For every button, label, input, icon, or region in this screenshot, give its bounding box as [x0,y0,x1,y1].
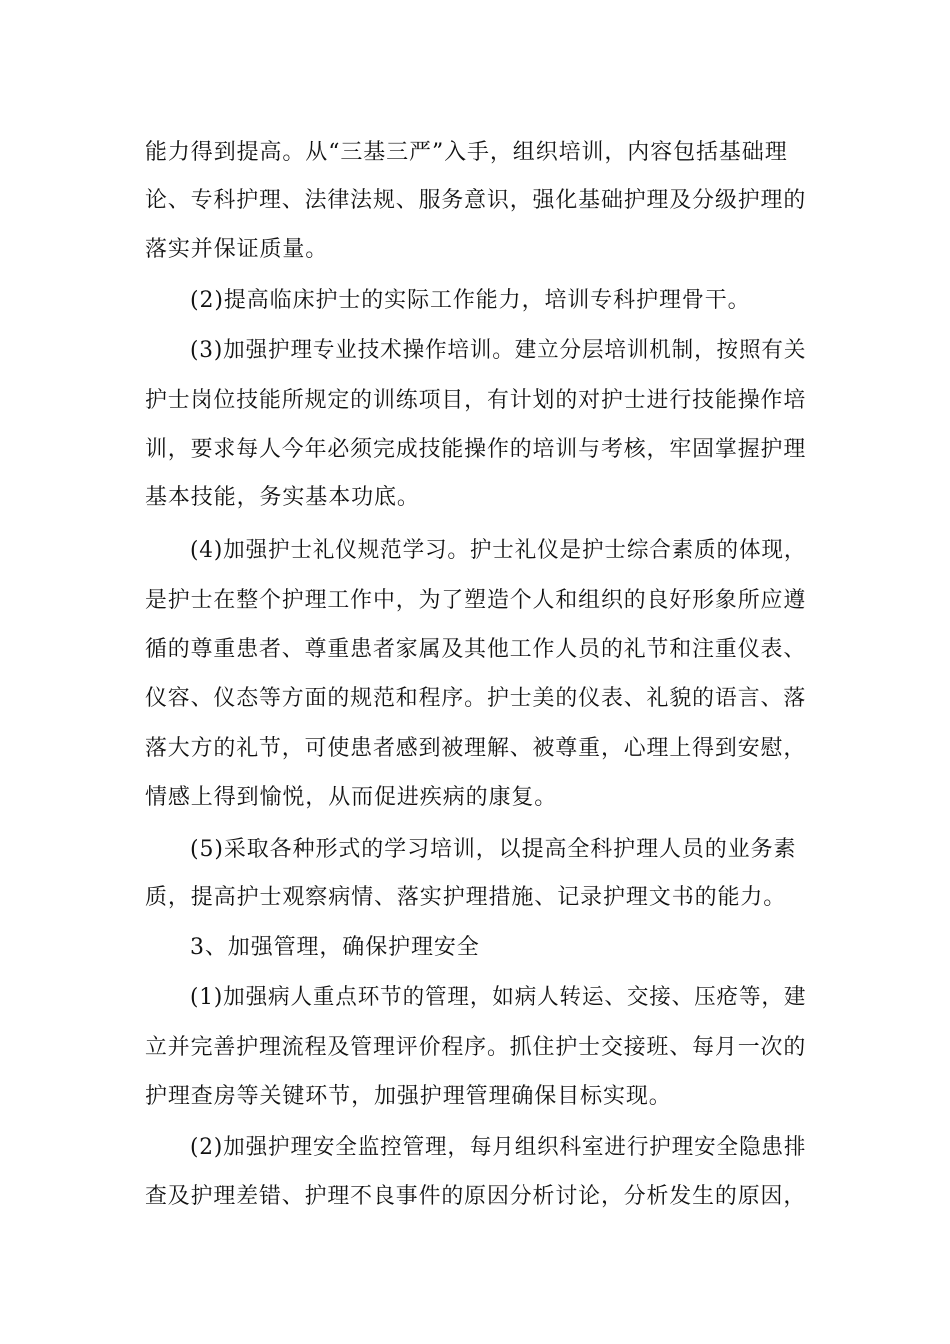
text-line: 护理查房等关键环节，加强护理管理确保目标实现。 [145,1084,672,1109]
text-line: 查及护理差错、护理不良事件的原因分析讨论，分析发生的原因， [145,1184,807,1209]
text-line: 仪容、仪态等方面的规范和程序。护士美的仪表、礼貌的语言、落 [145,686,807,711]
text-line: (5)采取各种形式的学习培训，以提高全科护理人员的业务素 [190,837,797,862]
text-line: 落实并保证质量。 [145,237,329,262]
text-line: 是护士在整个护理工作中，为了塑造个人和组织的良好形象所应遵 [145,588,807,613]
text-line: 情感上得到愉悦，从而促进疾病的康复。 [145,785,558,810]
text-line: (3)加强护理专业技术操作培训。建立分层培训机制，按照有关 [190,338,807,363]
text-line: (2)提高临床护士的实际工作能力，培训专科护理骨干。 [190,288,751,313]
text-line: 立并完善护理流程及管理评价程序。抓住护士交接班、每月一次的 [145,1035,807,1060]
text-line: 护士岗位技能所规定的训练项目，有计划的对护士进行技能操作培 [145,388,807,413]
text-line: 论、专科护理、法律法规、服务意识，强化基础护理及分级护理的 [145,188,807,213]
text-line: (2)加强护理安全监控管理，每月组织科室进行护理安全隐患排 [190,1135,807,1160]
text-line: 质，提高护士观察病情、落实护理措施、记录护理文书的能力。 [145,885,787,910]
text-line: (1)加强病人重点环节的管理，如病人转运、交接、压疮等，建 [190,985,807,1010]
text-line: (4)加强护士礼仪规范学习。护士礼仪是护士综合素质的体现， [190,538,807,563]
text-line: 落大方的礼节，可使患者感到被理解、被尊重，心理上得到安慰， [145,736,807,761]
text-line: 训，要求每人今年必须完成技能操作的培训与考核，牢固掌握护理 [145,437,807,462]
text-line: 基本技能，务实基本功底。 [145,485,420,510]
text-line: 3、加强管理，确保护理安全 [190,935,480,960]
text-line: 循的尊重患者、尊重患者家属及其他工作人员的礼节和注重仪表、 [145,637,807,662]
text-line: 能力得到提高。从“三基三严”入手，组织培训，内容包括基础理 [145,140,788,165]
